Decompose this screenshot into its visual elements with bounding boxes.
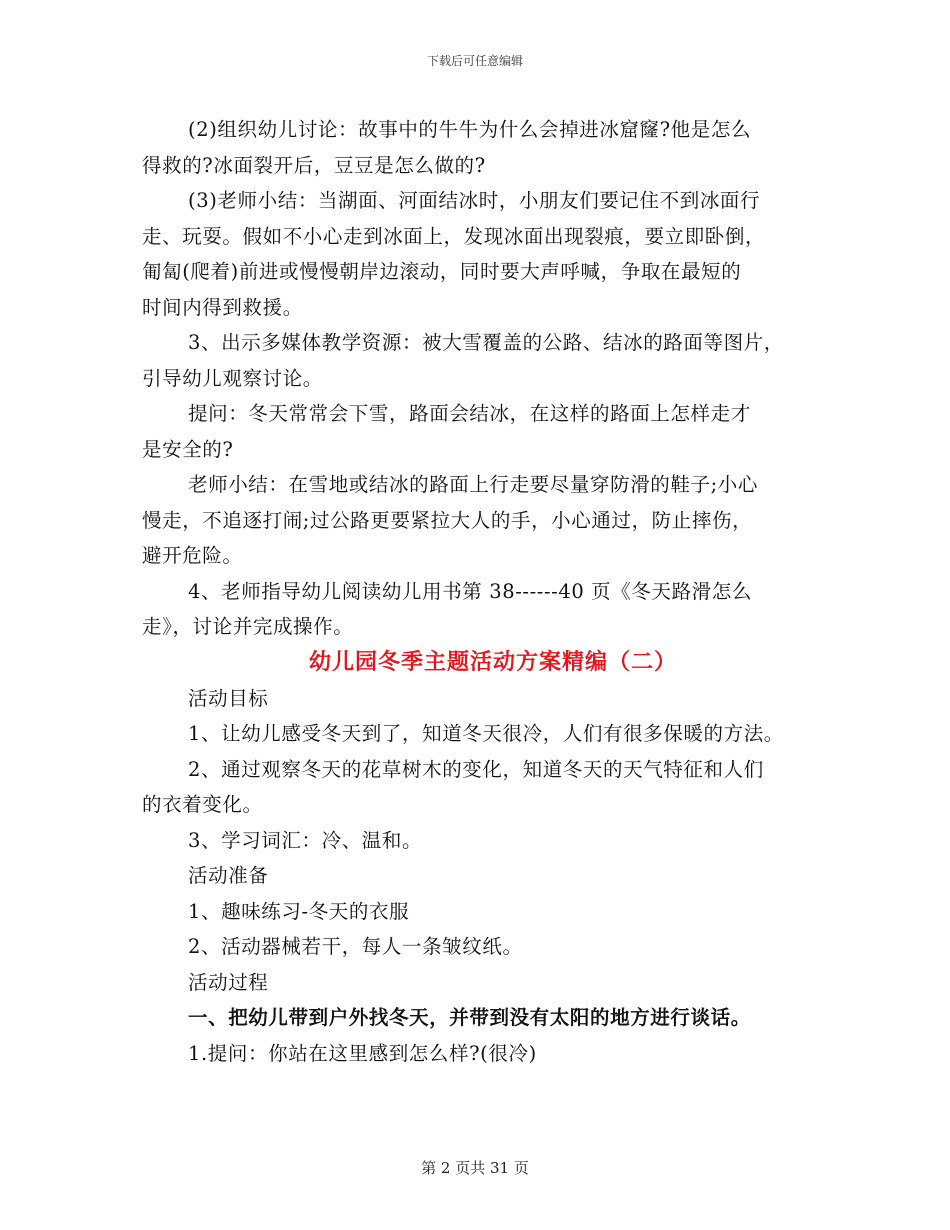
paragraph-line: 4、老师指导幼儿阅读幼儿用书第 38------40 页《冬天路滑怎么 [188,579,752,603]
paragraph-line: 3、出示多媒体教学资源：被大雪覆盖的公路、结冰的路面等图片， [188,331,784,354]
paragraph-line: (2)组织幼儿讨论：故事中的牛牛为什么会掉进冰窟窿?他是怎么 [188,118,752,141]
section-paragraph-list [142,681,832,1072]
page-header: 下载后可任意编辑 [426,54,523,68]
paragraph-line: 走》，讨论并完成操作。 [142,615,354,638]
paragraph-line: 避开危险。 [142,544,243,567]
paragraph-line: 活动过程 [188,970,269,994]
paragraph-line: 一、把幼儿带到户外找冬天，并带到没有太阳的地方进行谈话。 [188,1006,751,1029]
paragraph-line: 1.提问：你站在这里感到怎么样?(很冷) [188,1041,537,1065]
paragraph-line: 老师小结：在雪地或结冰的路面上行走要尽量穿防滑的鞋子;小心 [188,473,758,496]
paragraph-line: 3、学习词汇：冷、温和。 [188,828,423,852]
paragraph-line: 慢走，不追逐打闹;过公路更要紧拉大人的手，小心通过，防止摔伤， [142,508,753,532]
paragraph-line: 是安全的? [142,437,234,461]
paragraph-line: 活动目标 [188,686,269,710]
paragraph-line: 提问：冬天常常会下雪，路面会结冰，在这样的路面上怎样走才 [188,402,751,425]
paragraph-line: 1、让幼儿感受冬天到了，知道冬天很冷，人们有很多保暖的方法。 [188,722,784,745]
paragraph-line: 2、通过观察冬天的花草树木的变化，知道冬天的天气特征和人们 [188,757,764,781]
paragraph-line: (3)老师小结：当湖面、河面结冰时，小朋友们要记住不到冰面行 [188,189,761,212]
paragraph-line: 匍匐(爬着)前进或慢慢朝岸边滚动，同时要大声呼喊，争取在最短的 [142,260,742,283]
page-footer: 第 2 页共 31 页 [421,1159,529,1177]
paragraph-line: 1、趣味练习-冬天的衣服 [188,899,410,923]
paragraph-line: 走、玩耍。假如不小心走到冰面上，发现冰面出现裂痕，要立即卧倒， [142,224,766,248]
document-body [142,112,832,1071]
section-title: 幼儿园冬季主题活动方案精编（二） [308,649,677,675]
paragraph-line: 2、活动器械若干，每人一条皱纹纸。 [188,935,523,958]
paragraph-line: 得救的?冰面裂开后，豆豆是怎么做的? [142,153,486,177]
paragraph-line: 时间内得到救援。 [142,295,303,319]
paragraph-line: 的衣着变化。 [142,793,263,816]
paragraph-list [142,112,832,645]
paragraph-line: 引导幼儿观察讨论。 [142,366,323,390]
paragraph-line: 活动准备 [188,864,269,887]
